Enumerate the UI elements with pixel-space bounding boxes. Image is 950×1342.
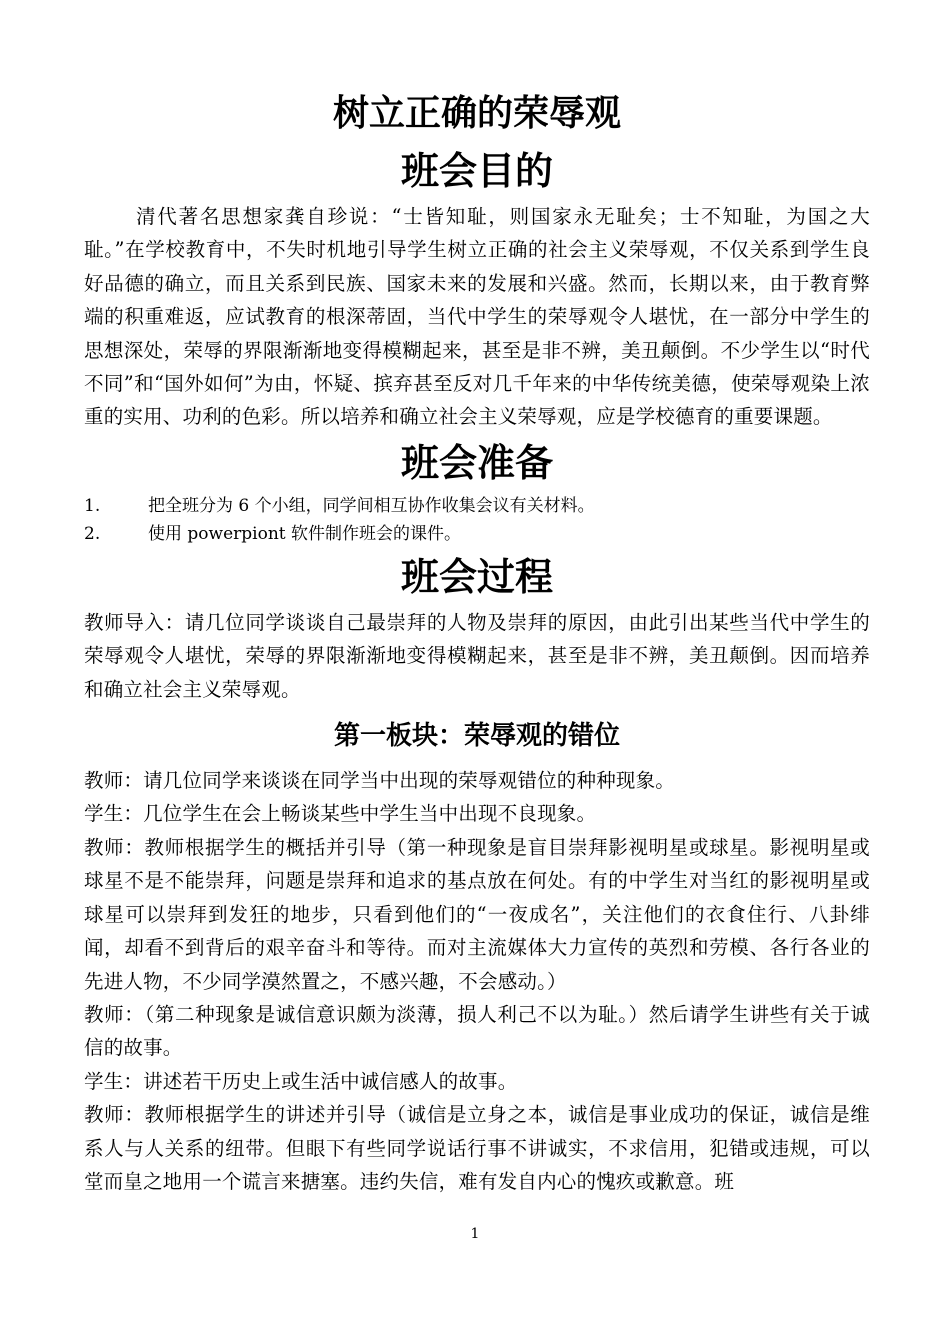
prep-item-number: 1. [84, 495, 101, 516]
document-title: 树立正确的荣辱观 [332, 93, 621, 134]
purpose-paragraph: 清代著名思想家龚自珍说：“士皆知耻，则国家永无耻矣；士不知耻，为国之大耻。”在学校教育中，不失时机地引导学生树立正确的社会主义荣辱观，不仅关系到学生良好品德的确立，而且关系到民族、国家未来的发展和兴盛。然而，长期以来，由于教育弊端的积重难返，应试教育的根深蒂固，当代中学生的荣辱观令人堪忧，在一部分中学生的思想深处，荣辱的界限渐渐地变得模糊起来，甚至是非不辨，美丑颠倒。不少学生以“时代不同”和“国外如何”为由，怀疑、摈弃甚至反对几千年来的中华传统美德，使荣辱观染上浓重的实用、功利的色彩。所以培养和确立社会主义荣辱观，应是学校德育的重要课题。 [84, 205, 870, 429]
prep-heading: 班会准备 [400, 440, 553, 485]
process-heading: 班会过程 [400, 554, 553, 599]
prep-list [84, 492, 870, 548]
block1-heading: 第一板块：荣辱观的错位 [333, 721, 620, 752]
document-page [84, 88, 870, 1198]
process-intro-paragraph: 教师导入：请几位同学谈谈自己最崇拜的人物及崇拜的原因，由此引出某些当代中学生的荣辱观令人堪忧，荣辱的界限渐渐地变得模糊起来，甚至是非不辨，美丑颠倒。因而培养和确立社会主义荣辱观。 [84, 610, 870, 701]
prep-item-number: 2. [84, 523, 101, 544]
prep-item-text: 把全班分为 6 个小组，同学间相互协作收集会议有关材料。 [148, 495, 595, 516]
block1-paragraph: 教师：教师根据学生的概括并引导（第一种现象是盲目崇拜影视明星或球星。影视明星或球星不是不能崇拜，问题是崇拜和追求的基点放在何处。有的中学生对当红的影视明星或球星可以崇拜到发狂的地步，只看到他们的“一夜成名”，关注他们的衣食住行、八卦绯闻，却看不到背后的艰辛奋斗和等待。而对主流媒体大力宣传的英烈和劳模、各行各业的先进人物，不少同学漠然置之，不感兴趣，不会感动。） [84, 835, 870, 993]
prep-item-text: 使用 powerpiont 软件制作班会的课件。 [148, 523, 461, 544]
block1-paragraph: 教师：请几位同学来谈谈在同学当中出现的荣辱观错位的种种现象。 [84, 769, 676, 793]
block1-paragraph: 教师：教师根据学生的讲述并引导（诚信是立身之本，诚信是事业成功的保证，诚信是维系人与人关系的纽带。但眼下有些同学说话行事不讲诚实，不求信用，犯错或违规，可以堂而皇之地用一个谎言来搪塞。违约失信，难有发自内心的愧疚或歉意。班 [84, 1103, 870, 1193]
page-number: 1 [470, 1226, 480, 1242]
prep-list-item [84, 520, 870, 548]
block1-paragraph: 学生：讲述若干历史上或生活中诚信感人的故事。 [84, 1069, 518, 1093]
block1-paragraph: 教师：（第二种现象是诚信意识颇为淡薄，损人利己不以为耻。）然后请学生讲些有关于诚信的故事。 [84, 1002, 870, 1060]
block1-paragraph: 学生：几位学生在会上畅谈某些中学生当中出现不良现象。 [84, 802, 597, 826]
purpose-heading: 班会目的 [400, 149, 553, 193]
prep-list-item [84, 492, 870, 520]
